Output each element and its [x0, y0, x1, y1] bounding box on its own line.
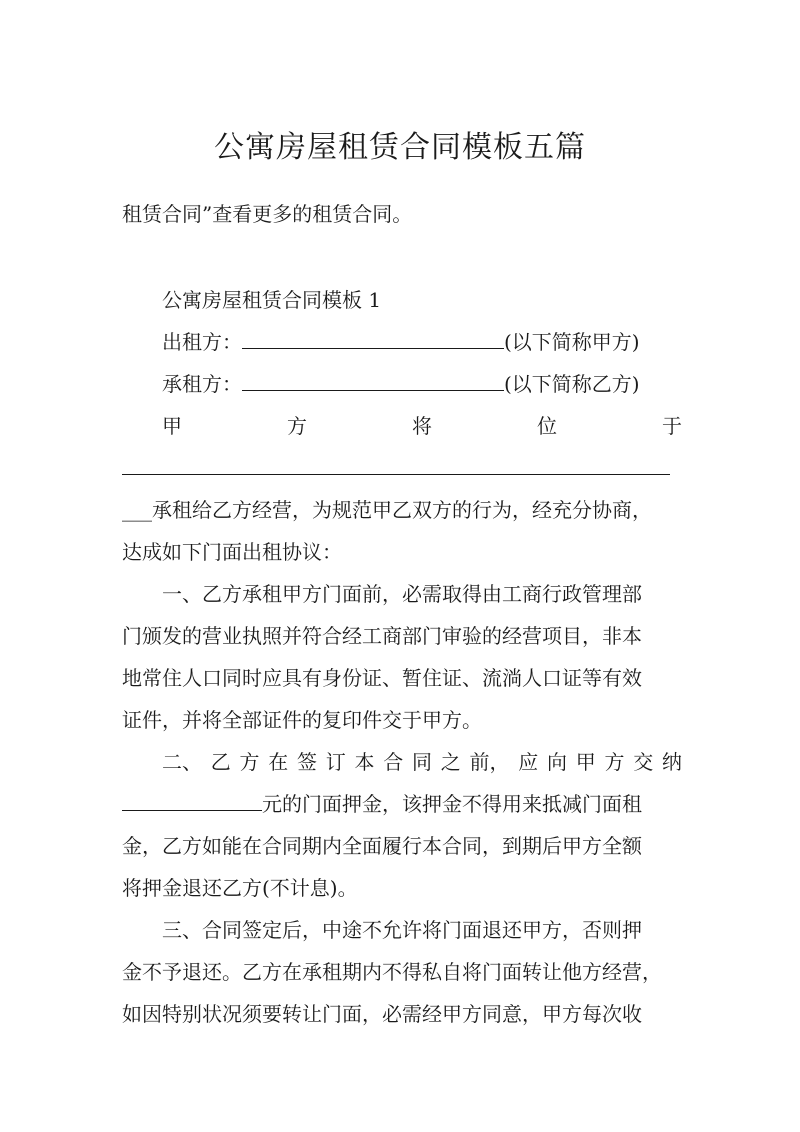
deposit-blank: [122, 790, 262, 811]
clause2-char: 交: [633, 750, 654, 774]
lessor-suffix: (以下简称甲方): [504, 330, 640, 354]
clause2-char: 订: [325, 750, 346, 774]
clause2-line: [122, 790, 682, 818]
clause1-line: 门颁发的营业执照并符合经工商部门审验的经营项目，非本: [122, 624, 642, 648]
clause2-line2-text: 元的门面押金，该押金不得用来抵减门面租: [262, 792, 642, 816]
clause2-line: [162, 748, 682, 776]
located-char: 甲: [162, 414, 182, 438]
clause3-line: 金不予退还。乙方在承租期内不得私自将门面转让他方经营，: [122, 960, 662, 984]
intro-text: 租赁合同”查看更多的租赁合同。: [122, 202, 413, 226]
para-intro-line: ___承租给乙方经营，为规范甲乙双方的行为，经充分协商，: [122, 498, 652, 522]
located-char: 于: [662, 414, 682, 438]
lessee-suffix: (以下简称乙方): [504, 372, 640, 396]
lessor-blank: [242, 328, 504, 349]
clause2-line: 金，乙方如能在合同期内全面履行本合同，到期后甲方全额: [122, 834, 642, 858]
lessee-line: [162, 370, 682, 398]
located-char: 将: [412, 414, 432, 438]
clause2-char: 前，: [469, 750, 510, 774]
clause3-line: 如因特别状况须要转让门面，必需经甲方同意，甲方每次收: [122, 1002, 642, 1026]
clause2-char: 方: [239, 750, 260, 774]
document-title: 公寓房屋租赁合同模板五篇: [214, 130, 586, 165]
clause2-char: 本: [354, 750, 375, 774]
clause2-line: 将押金退还乙方(不计息)。: [122, 876, 358, 900]
clause1-line: 证件，并将全部证件的复印件交于甲方。: [122, 708, 482, 732]
para-intro-line: 达成如下门面出租协议：: [122, 540, 342, 564]
clause3-line: 三、合同签定后，中途不允许将门面退还甲方，否则押: [162, 918, 642, 942]
lessee-label: 承租方：: [162, 372, 242, 396]
clause2-char: 在: [268, 750, 289, 774]
clause2-char: 应: [518, 750, 539, 774]
located-char: 方: [287, 414, 307, 438]
location-blank-rule: [122, 474, 670, 475]
clause2-char: 甲: [575, 750, 596, 774]
clause2-char: 合: [383, 750, 404, 774]
clause2-char: 之: [440, 750, 461, 774]
clause2-char: 乙: [210, 750, 231, 774]
clause2-char: 方: [604, 750, 625, 774]
located-line: [162, 412, 682, 440]
clause2-char: 纳: [662, 750, 682, 774]
clause2-char: 二、: [162, 750, 202, 774]
template-heading: 公寓房屋租赁合同模板 1: [162, 288, 382, 312]
clause2-char: 向: [547, 750, 567, 774]
clause1-line: 地常住人口同时应具有身份证、暂住证、流淌人口证等有效: [122, 666, 642, 690]
lessor-label: 出租方：: [162, 330, 242, 354]
clause1-line: 一、乙方承租甲方门面前，必需取得由工商行政管理部: [162, 582, 642, 606]
located-char: 位: [537, 414, 557, 438]
lessor-line: [162, 328, 682, 356]
clause2-char: 同: [412, 750, 432, 774]
clause2-char: 签: [297, 750, 317, 774]
lessee-blank: [242, 370, 504, 391]
